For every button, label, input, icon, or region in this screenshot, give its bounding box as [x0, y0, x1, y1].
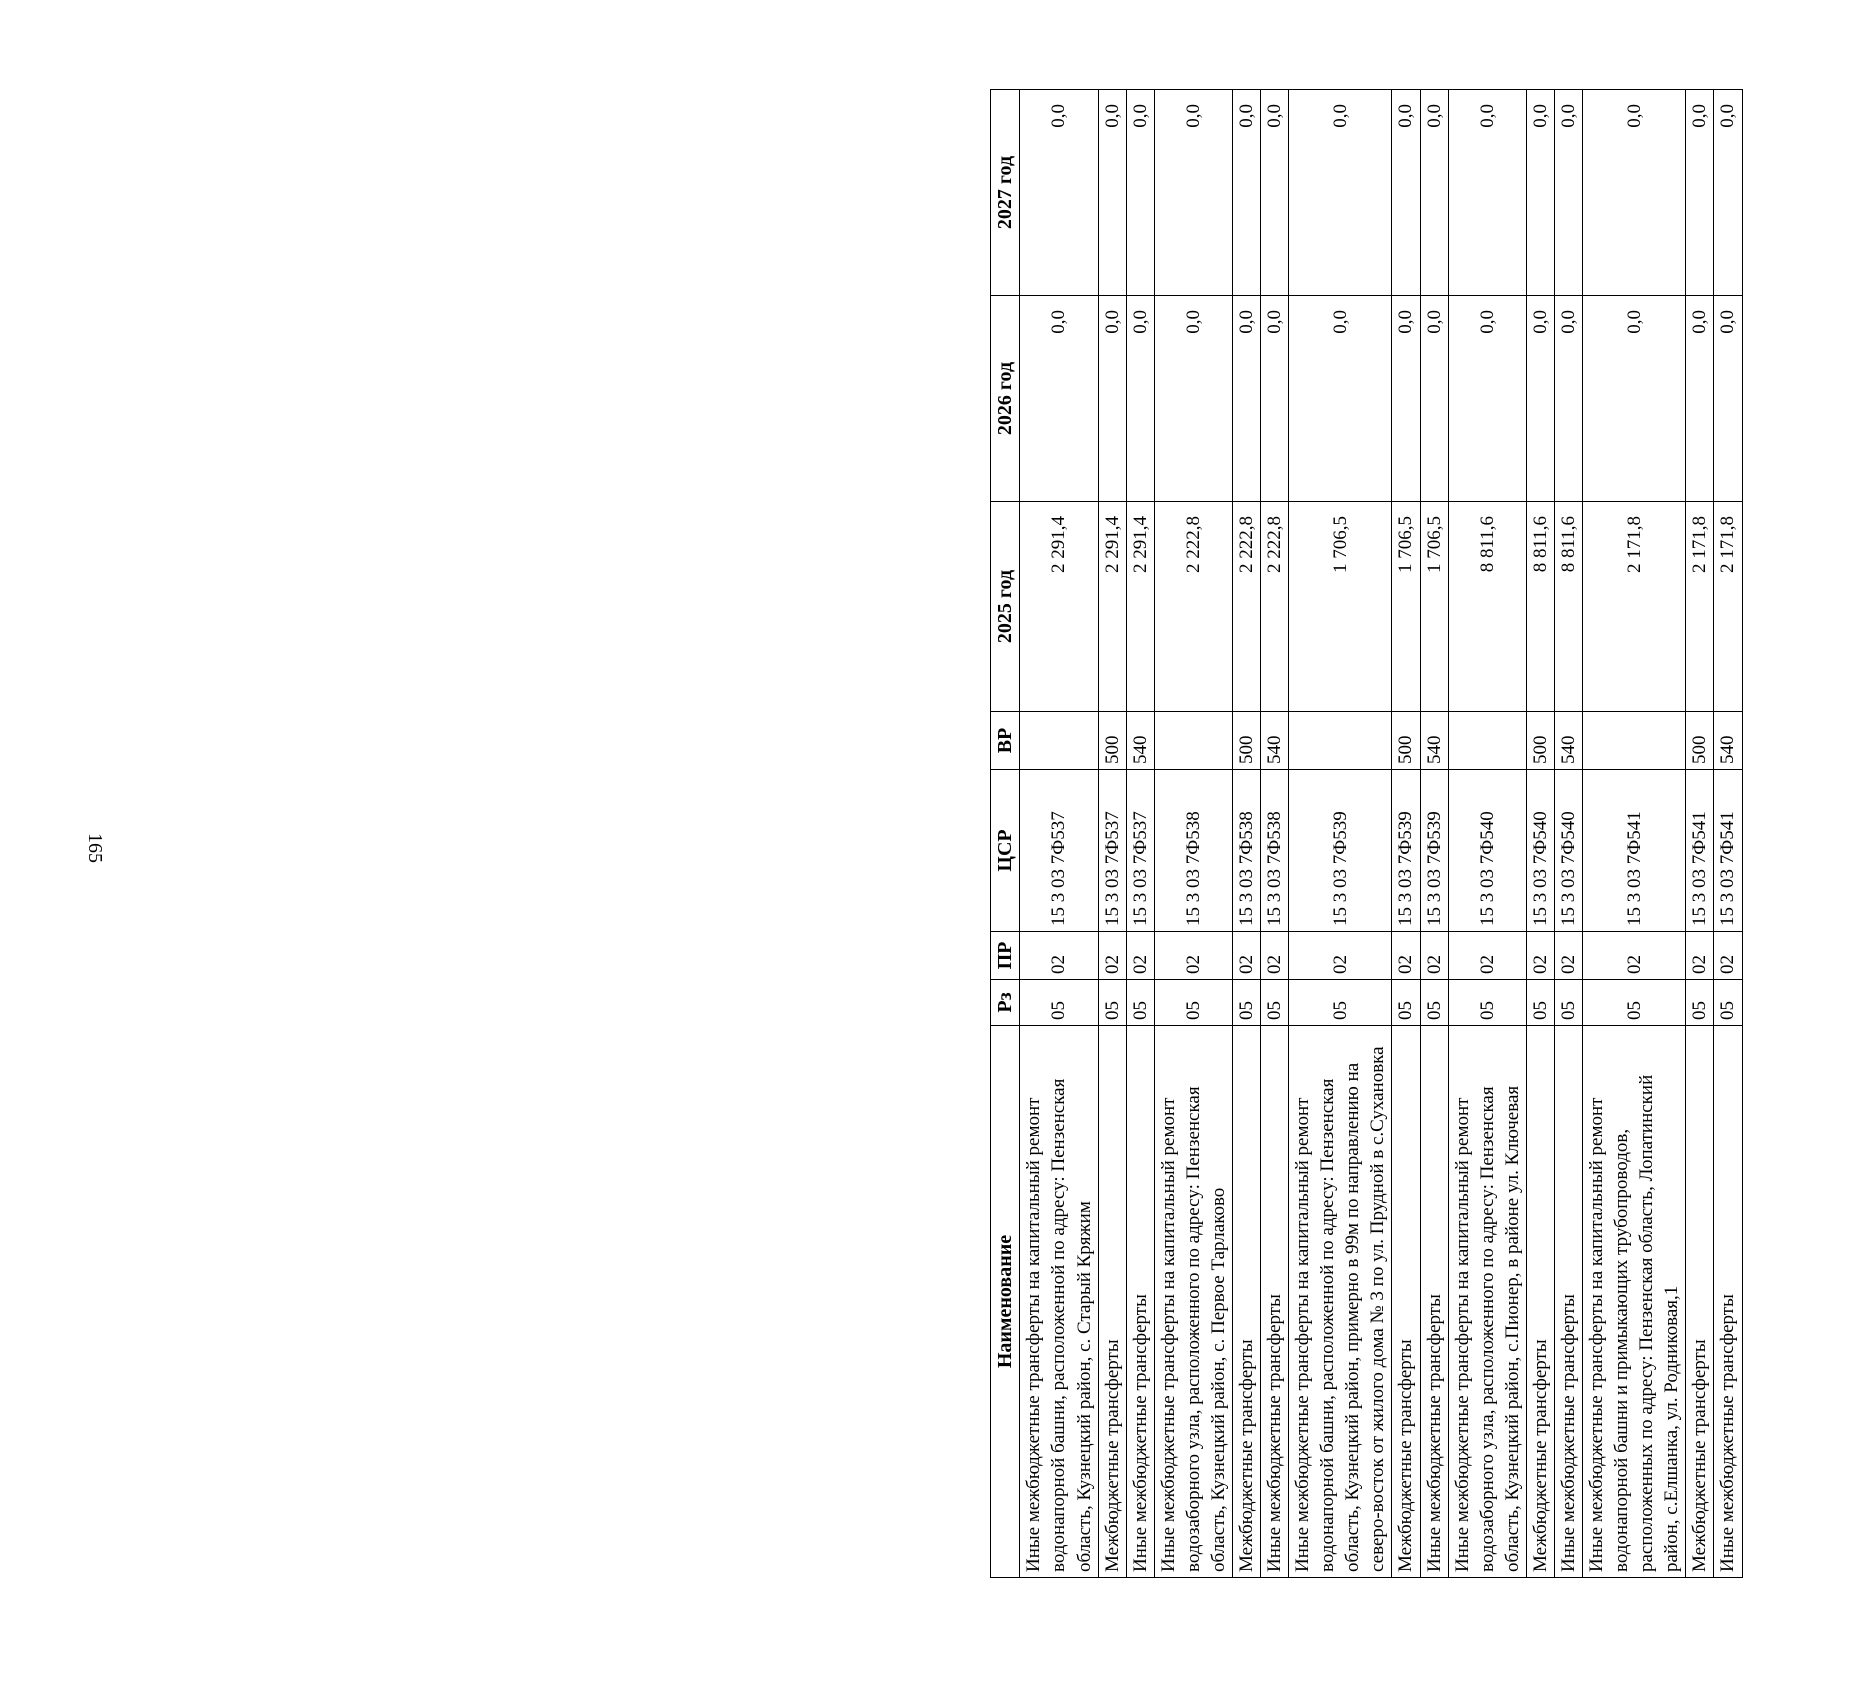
cell-2025: 1 706,5 [1420, 502, 1448, 712]
table-row [1392, 90, 1420, 1578]
cell-csr: 15 3 03 7Ф540 [1554, 770, 1582, 932]
cell-2025: 2 171,8 [1686, 502, 1714, 712]
header-2027: 2027 год [991, 90, 1020, 296]
cell-pr: 02 [1289, 932, 1392, 980]
cell-vr: 500 [1233, 712, 1261, 770]
cell-vr [1448, 712, 1526, 770]
cell-2026: 0,0 [1420, 296, 1448, 502]
cell-rz: 05 [1154, 980, 1232, 1026]
table-row [1261, 90, 1289, 1578]
table-row [1554, 90, 1582, 1578]
cell-csr: 15 3 03 7Ф538 [1233, 770, 1261, 932]
cell-pr: 02 [1233, 932, 1261, 980]
cell-name: Межбюджетные трансферты [1686, 1026, 1714, 1578]
cell-name: Иные межбюджетные трансферты [1714, 1026, 1742, 1578]
table-row [1020, 90, 1098, 1578]
header-vr: ВР [991, 712, 1020, 770]
cell-csr: 15 3 03 7Ф537 [1020, 770, 1098, 932]
rotated-page-area [130, 90, 1739, 1578]
cell-rz: 05 [1233, 980, 1261, 1026]
cell-csr: 15 3 03 7Ф539 [1420, 770, 1448, 932]
table-row [1526, 90, 1554, 1578]
cell-csr: 15 3 03 7Ф541 [1583, 770, 1686, 932]
cell-pr: 02 [1526, 932, 1554, 980]
header-2025: 2025 год [991, 502, 1020, 712]
cell-2027: 0,0 [1098, 90, 1126, 296]
cell-rz: 05 [1554, 980, 1582, 1026]
cell-2026: 0,0 [1448, 296, 1526, 502]
header-2026: 2026 год [991, 296, 1020, 502]
header-name: Наименование [991, 1026, 1020, 1578]
cell-name: Иные межбюджетные трансферты [1554, 1026, 1582, 1578]
cell-pr: 02 [1554, 932, 1582, 980]
table-row [1098, 90, 1126, 1578]
cell-csr: 15 3 03 7Ф540 [1448, 770, 1526, 932]
cell-2027: 0,0 [1289, 90, 1392, 296]
cell-name: Иные межбюджетные трансферты [1420, 1026, 1448, 1578]
cell-2025: 2 291,4 [1126, 502, 1154, 712]
cell-pr: 02 [1392, 932, 1420, 980]
cell-rz: 05 [1583, 980, 1686, 1026]
table-row [1154, 90, 1232, 1578]
cell-rz: 05 [1020, 980, 1098, 1026]
cell-rz: 05 [1098, 980, 1126, 1026]
cell-name: Иные межбюджетные трансферты [1126, 1026, 1154, 1578]
cell-2025: 2 291,4 [1098, 502, 1126, 712]
cell-pr: 02 [1714, 932, 1742, 980]
cell-2026: 0,0 [1714, 296, 1742, 502]
cell-csr: 15 3 03 7Ф539 [1392, 770, 1420, 932]
cell-2025: 1 706,5 [1392, 502, 1420, 712]
cell-2026: 0,0 [1098, 296, 1126, 502]
cell-2025: 8 811,6 [1554, 502, 1582, 712]
cell-rz: 05 [1448, 980, 1526, 1026]
cell-2025: 8 811,6 [1448, 502, 1526, 712]
cell-2025: 2 291,4 [1020, 502, 1098, 712]
table-row [1448, 90, 1526, 1578]
cell-vr: 540 [1126, 712, 1154, 770]
cell-rz: 05 [1526, 980, 1554, 1026]
cell-2027: 0,0 [1233, 90, 1261, 296]
cell-2025: 8 811,6 [1526, 502, 1554, 712]
cell-name: Межбюджетные трансферты [1526, 1026, 1554, 1578]
cell-csr: 15 3 03 7Ф540 [1526, 770, 1554, 932]
cell-csr: 15 3 03 7Ф541 [1714, 770, 1742, 932]
cell-2025: 2 171,8 [1714, 502, 1742, 712]
cell-2026: 0,0 [1686, 296, 1714, 502]
cell-csr: 15 3 03 7Ф538 [1154, 770, 1232, 932]
cell-vr: 540 [1554, 712, 1582, 770]
cell-2026: 0,0 [1261, 296, 1289, 502]
cell-2027: 0,0 [1154, 90, 1232, 296]
table-row [1714, 90, 1742, 1578]
header-csr: ЦСР [991, 770, 1020, 932]
cell-2025: 2 222,8 [1154, 502, 1232, 712]
cell-2027: 0,0 [1583, 90, 1686, 296]
cell-vr: 540 [1420, 712, 1448, 770]
cell-vr [1020, 712, 1098, 770]
cell-rz: 05 [1714, 980, 1742, 1026]
cell-name: Иные межбюджетные трансферты на капитальный ремонт водозаборного узла, расположенного по адресу: Пензенская область, Кузнецкий район, с. Первое Тарлаково [1154, 1026, 1232, 1578]
cell-rz: 05 [1126, 980, 1154, 1026]
page-number: 165 [84, 833, 106, 863]
cell-csr: 15 3 03 7Ф537 [1126, 770, 1154, 932]
table-row [1583, 90, 1686, 1578]
cell-2026: 0,0 [1526, 296, 1554, 502]
cell-pr: 02 [1154, 932, 1232, 980]
table-row [1233, 90, 1261, 1578]
header-rz: Рз [991, 980, 1020, 1026]
cell-pr: 02 [1126, 932, 1154, 980]
cell-2025: 2 222,8 [1261, 502, 1289, 712]
cell-2026: 0,0 [1392, 296, 1420, 502]
cell-vr: 540 [1261, 712, 1289, 770]
cell-2027: 0,0 [1714, 90, 1742, 296]
cell-vr [1583, 712, 1686, 770]
header-pr: ПР [991, 932, 1020, 980]
cell-2027: 0,0 [1261, 90, 1289, 296]
cell-2027: 0,0 [1392, 90, 1420, 296]
cell-2027: 0,0 [1448, 90, 1526, 296]
cell-2027: 0,0 [1126, 90, 1154, 296]
cell-vr: 500 [1686, 712, 1714, 770]
table-row [1420, 90, 1448, 1578]
cell-2027: 0,0 [1526, 90, 1554, 296]
cell-csr: 15 3 03 7Ф537 [1098, 770, 1126, 932]
cell-name: Иные межбюджетные трансферты [1261, 1026, 1289, 1578]
cell-2026: 0,0 [1233, 296, 1261, 502]
cell-vr: 500 [1098, 712, 1126, 770]
cell-2026: 0,0 [1583, 296, 1686, 502]
cell-csr: 15 3 03 7Ф538 [1261, 770, 1289, 932]
cell-pr: 02 [1020, 932, 1098, 980]
cell-pr: 02 [1098, 932, 1126, 980]
cell-rz: 05 [1686, 980, 1714, 1026]
cell-2026: 0,0 [1289, 296, 1392, 502]
cell-name: Иные межбюджетные трансферты на капитальный ремонт водонапорной башни, расположенной по адресу: Пензенская область, Кузнецкий район, с. Старый Кряжим [1020, 1026, 1098, 1578]
cell-2025: 1 706,5 [1289, 502, 1392, 712]
cell-name: Иные межбюджетные трансферты на капитальный ремонт водозаборного узла, расположенного по адресу: Пензенская область, Кузнецкий район, с.Пионер, в районе ул. Ключевая [1448, 1026, 1526, 1578]
cell-pr: 02 [1420, 932, 1448, 980]
cell-2027: 0,0 [1686, 90, 1714, 296]
table-row [1686, 90, 1714, 1578]
cell-pr: 02 [1583, 932, 1686, 980]
cell-2025: 2 222,8 [1233, 502, 1261, 712]
cell-csr: 15 3 03 7Ф541 [1686, 770, 1714, 932]
cell-vr: 500 [1526, 712, 1554, 770]
table-row [1289, 90, 1392, 1578]
cell-2026: 0,0 [1020, 296, 1098, 502]
cell-csr: 15 3 03 7Ф539 [1289, 770, 1392, 932]
cell-2027: 0,0 [1420, 90, 1448, 296]
cell-2027: 0,0 [1020, 90, 1098, 296]
cell-pr: 02 [1448, 932, 1526, 980]
cell-pr: 02 [1686, 932, 1714, 980]
cell-name: Межбюджетные трансферты [1392, 1026, 1420, 1578]
cell-pr: 02 [1261, 932, 1289, 980]
cell-vr: 540 [1714, 712, 1742, 770]
cell-name: Иные межбюджетные трансферты на капитальный ремонт водонапорной башни и примыкающих трубопроводов, расположенных по адресу: Пензенская область, Лопатинский район, с.Елшанка, ул. Родниковая,1 [1583, 1026, 1686, 1578]
cell-rz: 05 [1289, 980, 1392, 1026]
cell-2026: 0,0 [1554, 296, 1582, 502]
table-header-row [991, 90, 1020, 1578]
cell-name: Межбюджетные трансферты [1098, 1026, 1126, 1578]
cell-rz: 05 [1261, 980, 1289, 1026]
cell-2025: 2 171,8 [1583, 502, 1686, 712]
cell-2027: 0,0 [1554, 90, 1582, 296]
cell-rz: 05 [1392, 980, 1420, 1026]
cell-rz: 05 [1420, 980, 1448, 1026]
cell-vr [1154, 712, 1232, 770]
budget-table [990, 89, 1743, 1578]
cell-2026: 0,0 [1154, 296, 1232, 502]
cell-2026: 0,0 [1126, 296, 1154, 502]
cell-vr [1289, 712, 1392, 770]
rotated-table-container [990, 90, 1850, 1578]
cell-vr: 500 [1392, 712, 1420, 770]
table-row [1126, 90, 1154, 1578]
cell-name: Иные межбюджетные трансферты на капитальный ремонт водонапорной башни, расположенной по адресу: Пензенская область, Кузнецкий район, примерно в 99м по направлению на северо-восток от жилого дома № 3 по ул. Прудной в с.Сухановка [1289, 1026, 1392, 1578]
cell-name: Межбюджетные трансферты [1233, 1026, 1261, 1578]
